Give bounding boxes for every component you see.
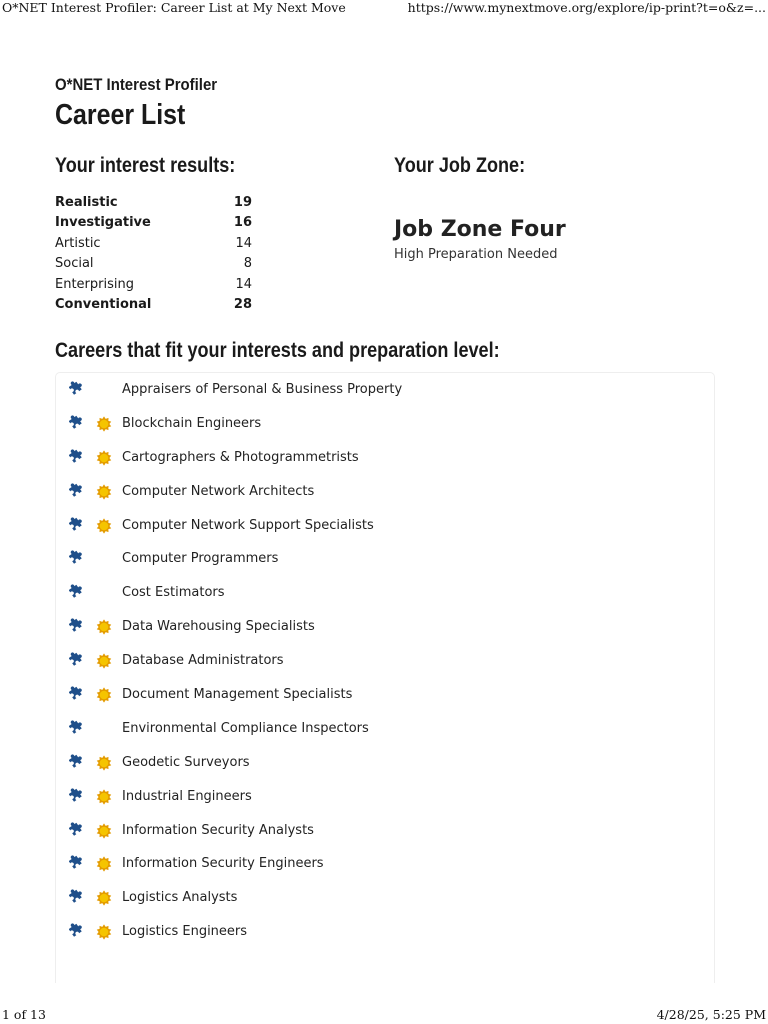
career-list-item xyxy=(56,780,696,814)
career-link[interactable]: Cartographers & Photogrammetrists xyxy=(122,449,359,465)
career-link[interactable]: Environmental Compliance Inspectors xyxy=(122,720,369,736)
puzzle-piece-icon xyxy=(69,788,84,803)
career-link[interactable]: Data Warehousing Specialists xyxy=(122,619,315,635)
puzzle-piece-icon xyxy=(69,584,84,599)
career-list-panel xyxy=(55,372,715,983)
print-footer xyxy=(0,1006,768,1024)
career-list-item xyxy=(56,576,696,610)
interest-label: Investigative xyxy=(55,215,151,231)
bright-outlook-icon xyxy=(96,924,112,940)
bright-outlook-icon xyxy=(96,789,112,805)
interest-row xyxy=(55,275,252,295)
interest-label: Realistic xyxy=(55,195,118,210)
career-list-item xyxy=(56,644,696,678)
print-footer-page: 1 of 13 xyxy=(2,1007,46,1022)
job-zone xyxy=(394,153,714,262)
interest-row xyxy=(55,295,252,315)
interest-score: 14 xyxy=(235,276,252,292)
career-link[interactable]: Cost Estimators xyxy=(122,585,225,601)
puzzle-piece-icon xyxy=(69,652,84,667)
career-link[interactable]: Industrial Engineers xyxy=(122,788,252,804)
interest-row xyxy=(55,193,252,213)
puzzle-piece-icon xyxy=(69,923,84,938)
bright-outlook-icon xyxy=(96,823,112,839)
interest-score: 19 xyxy=(233,195,252,210)
puzzle-piece-icon xyxy=(69,720,84,735)
career-list-item xyxy=(56,475,696,509)
print-header-url: https://www.mynextmove.org/explore/ip-print?t=o&z=... xyxy=(407,0,766,15)
bright-outlook-icon xyxy=(96,856,112,872)
interest-label: Social xyxy=(55,256,94,272)
career-list-item xyxy=(56,746,696,780)
interest-label: Enterprising xyxy=(55,276,134,292)
bright-outlook-icon xyxy=(96,416,112,432)
career-list-item xyxy=(56,915,696,949)
page-title: Career List xyxy=(55,99,186,131)
interest-score: 16 xyxy=(233,215,252,231)
bright-outlook-icon xyxy=(96,484,112,500)
career-link[interactable]: Document Management Specialists xyxy=(122,687,353,703)
career-list-item xyxy=(56,712,696,746)
interest-results xyxy=(55,153,255,315)
career-list-item xyxy=(56,610,696,644)
bright-outlook-icon xyxy=(96,653,112,669)
career-link[interactable]: Blockchain Engineers xyxy=(122,415,262,431)
puzzle-piece-icon xyxy=(69,550,84,565)
interest-label: Artistic xyxy=(55,235,101,251)
career-list-item xyxy=(56,373,696,407)
career-link[interactable]: Database Administrators xyxy=(122,653,284,669)
career-link[interactable]: Logistics Engineers xyxy=(122,924,248,940)
interest-row xyxy=(55,213,252,233)
puzzle-piece-icon xyxy=(69,889,84,904)
career-list-item xyxy=(56,847,696,881)
careers-heading: Careers that fit your interests and preparation level: xyxy=(55,339,500,362)
puzzle-piece-icon xyxy=(69,381,84,396)
bright-outlook-icon xyxy=(96,687,112,703)
puzzle-piece-icon xyxy=(69,483,84,498)
career-link[interactable]: Geodetic Surveyors xyxy=(122,754,250,770)
bright-outlook-icon xyxy=(96,890,112,906)
puzzle-piece-icon xyxy=(69,686,84,701)
career-list-item xyxy=(56,441,696,475)
puzzle-piece-icon xyxy=(69,449,84,464)
interest-results-heading: Your interest results: xyxy=(55,154,236,177)
interest-row xyxy=(55,254,252,274)
bright-outlook-icon xyxy=(96,450,112,466)
puzzle-piece-icon xyxy=(69,618,84,633)
job-zone-heading: Your Job Zone: xyxy=(394,154,526,177)
career-link[interactable]: Computer Network Support Specialists xyxy=(122,517,374,533)
interest-list xyxy=(55,193,255,315)
puzzle-piece-icon xyxy=(69,822,84,837)
interest-score: 28 xyxy=(233,296,252,312)
print-header-title: O*NET Interest Profiler: Career List at My Next Move xyxy=(2,0,346,15)
bright-outlook-icon xyxy=(96,619,112,635)
career-link[interactable]: Computer Programmers xyxy=(122,551,279,567)
job-zone-title: Job Zone Four xyxy=(394,217,566,242)
interest-label: Conventional xyxy=(55,296,152,312)
career-link[interactable]: Information Security Analysts xyxy=(122,822,314,838)
career-list xyxy=(56,373,696,949)
career-link[interactable]: Computer Network Architects xyxy=(122,483,315,499)
career-list-item xyxy=(56,678,696,712)
career-list-item xyxy=(56,509,696,543)
puzzle-piece-icon xyxy=(69,517,84,532)
puzzle-piece-icon xyxy=(69,754,84,769)
puzzle-piece-icon xyxy=(69,855,84,870)
bright-outlook-icon xyxy=(96,755,112,771)
app-name: O*NET Interest Profiler xyxy=(55,75,218,94)
interest-row xyxy=(55,234,252,254)
career-list-item xyxy=(56,542,696,576)
interest-score: 14 xyxy=(235,235,252,251)
print-header xyxy=(0,0,768,18)
career-link[interactable]: Information Security Engineers xyxy=(122,856,324,872)
career-list-item xyxy=(56,407,696,441)
job-zone-subtitle: High Preparation Needed xyxy=(394,247,558,262)
puzzle-piece-icon xyxy=(69,415,84,430)
career-list-item xyxy=(56,881,696,915)
bright-outlook-icon xyxy=(96,518,112,534)
career-link[interactable]: Appraisers of Personal & Business Property xyxy=(122,382,403,397)
career-link[interactable]: Logistics Analysts xyxy=(122,890,238,906)
print-footer-datetime: 4/28/25, 5:25 PM xyxy=(656,1007,766,1022)
results-section xyxy=(55,153,715,333)
career-list-item xyxy=(56,814,696,848)
main-content xyxy=(55,74,715,983)
interest-score: 8 xyxy=(243,256,252,272)
